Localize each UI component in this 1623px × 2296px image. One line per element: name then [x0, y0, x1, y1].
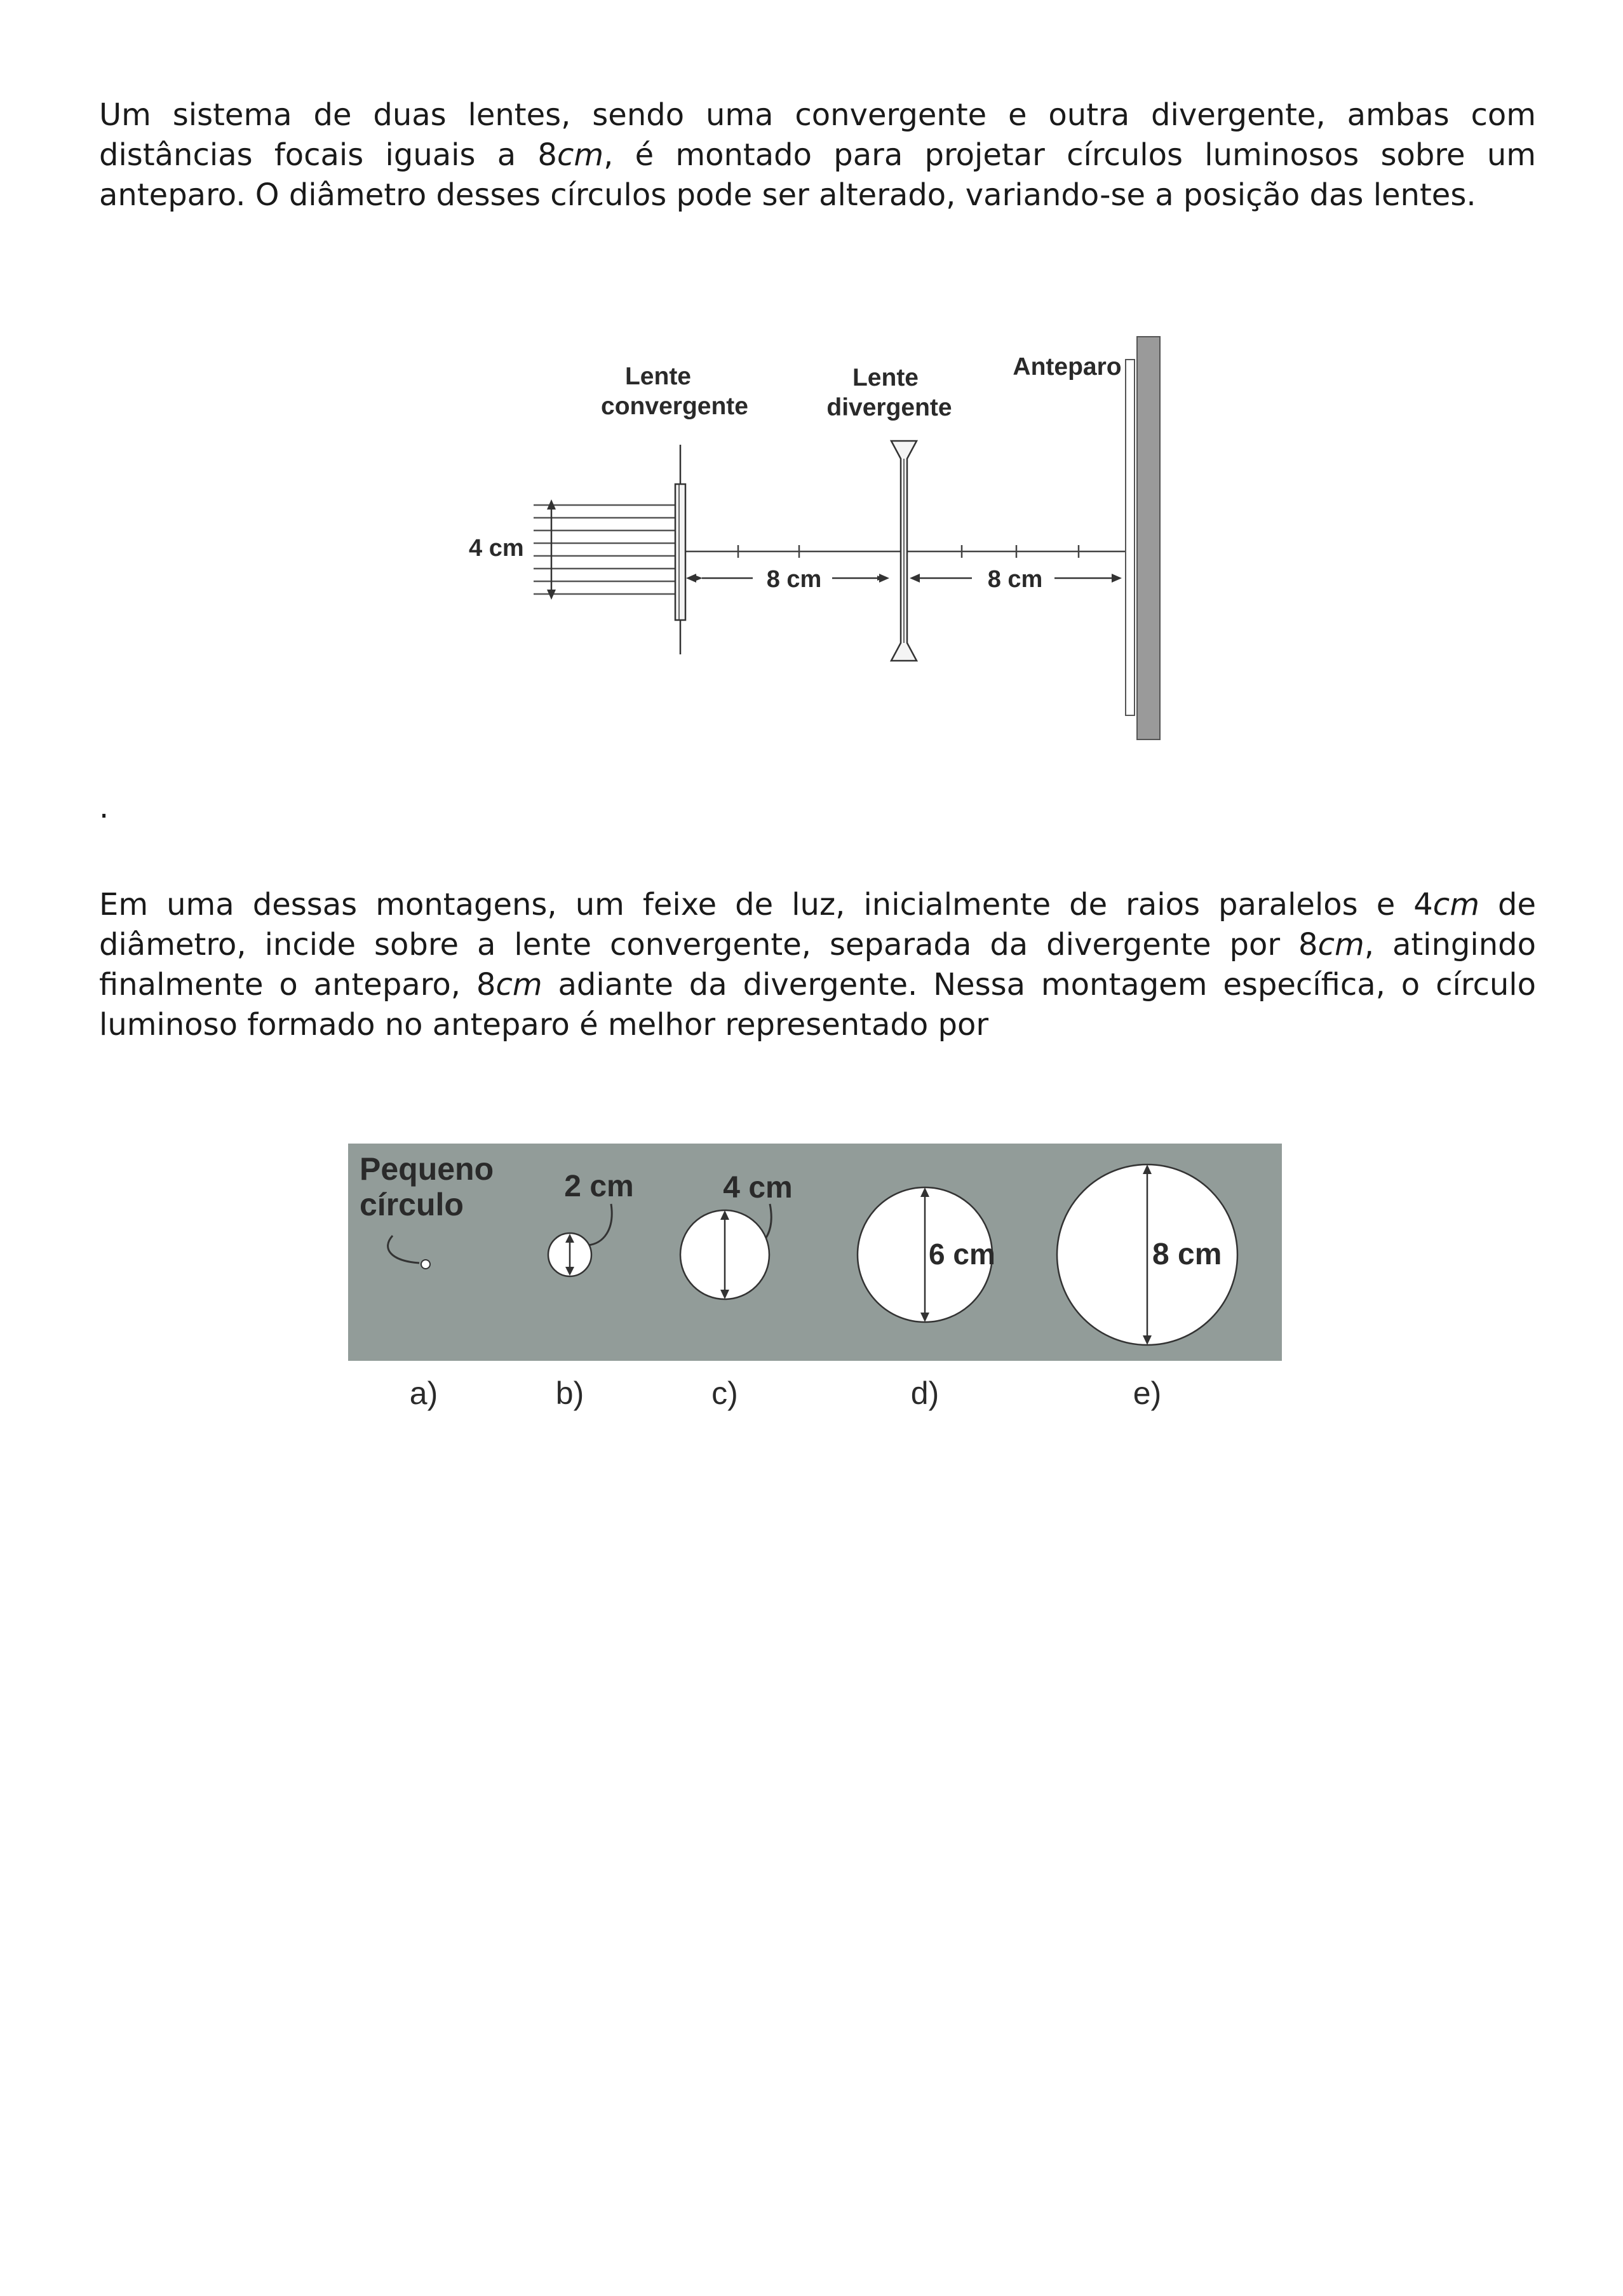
screen-label: Anteparo: [1013, 353, 1122, 381]
distance-2-label: 8 cm: [987, 566, 1043, 593]
converging-lens-label-line2: convergente: [601, 393, 748, 420]
text-segment: de diâmetro, incide sobre a lente convergente, separada da divergente por 8: [99, 887, 1536, 962]
text-segment: , atingindo finalmente o anteparo, 8: [99, 927, 1536, 1003]
small-circle-label-line1: Pequeno: [360, 1151, 494, 1187]
text-segment: , é montado para projetar círculos luminosos sobre um anteparo. O diâmetro desses círculos pode ser alterado, variando-se a posição das lentes.: [99, 137, 1536, 213]
option-a-letter: a): [409, 1375, 438, 1411]
distance-1-label: 8 cm: [766, 566, 822, 593]
option-c-letter: c): [711, 1375, 738, 1411]
option-b-label: 2 cm: [564, 1170, 634, 1203]
unit: cm: [1317, 927, 1364, 962]
text-segment: Em uma dessas montagens, um feixe de luz, inicialmente de raios paralelos e 4: [99, 887, 1433, 922]
option-b-letter: b): [555, 1375, 584, 1411]
unit: cm: [1432, 887, 1479, 922]
converging-lens-label-line1: Lente: [624, 363, 692, 390]
text-segment: adiante da divergente. Nessa montagem específica, o círculo luminoso formado no anteparo é melhor representado por: [99, 967, 1536, 1043]
option-a-circle: [421, 1260, 430, 1269]
option-e-letter: e): [1133, 1375, 1162, 1411]
option-c-label: 4 cm: [723, 1171, 793, 1205]
text-segment: Um sistema de duas lentes, sendo uma convergente e outra divergente, ambas com distâncias focais iguais a 8: [99, 97, 1536, 173]
diverging-lens-label-line2: divergente: [826, 394, 952, 421]
unit: cm: [495, 967, 542, 1003]
separator-dot: .: [99, 790, 109, 825]
beam-width-label: 4 cm: [469, 535, 524, 562]
option-d-letter: d): [910, 1375, 939, 1411]
option-d-label: 6 cm: [929, 1238, 995, 1271]
small-circle-label-line2: círculo: [360, 1187, 464, 1222]
unit: cm: [556, 137, 604, 173]
diverging-lens-label-line1: Lente: [852, 364, 919, 391]
option-e-label: 8 cm: [1152, 1238, 1222, 1271]
